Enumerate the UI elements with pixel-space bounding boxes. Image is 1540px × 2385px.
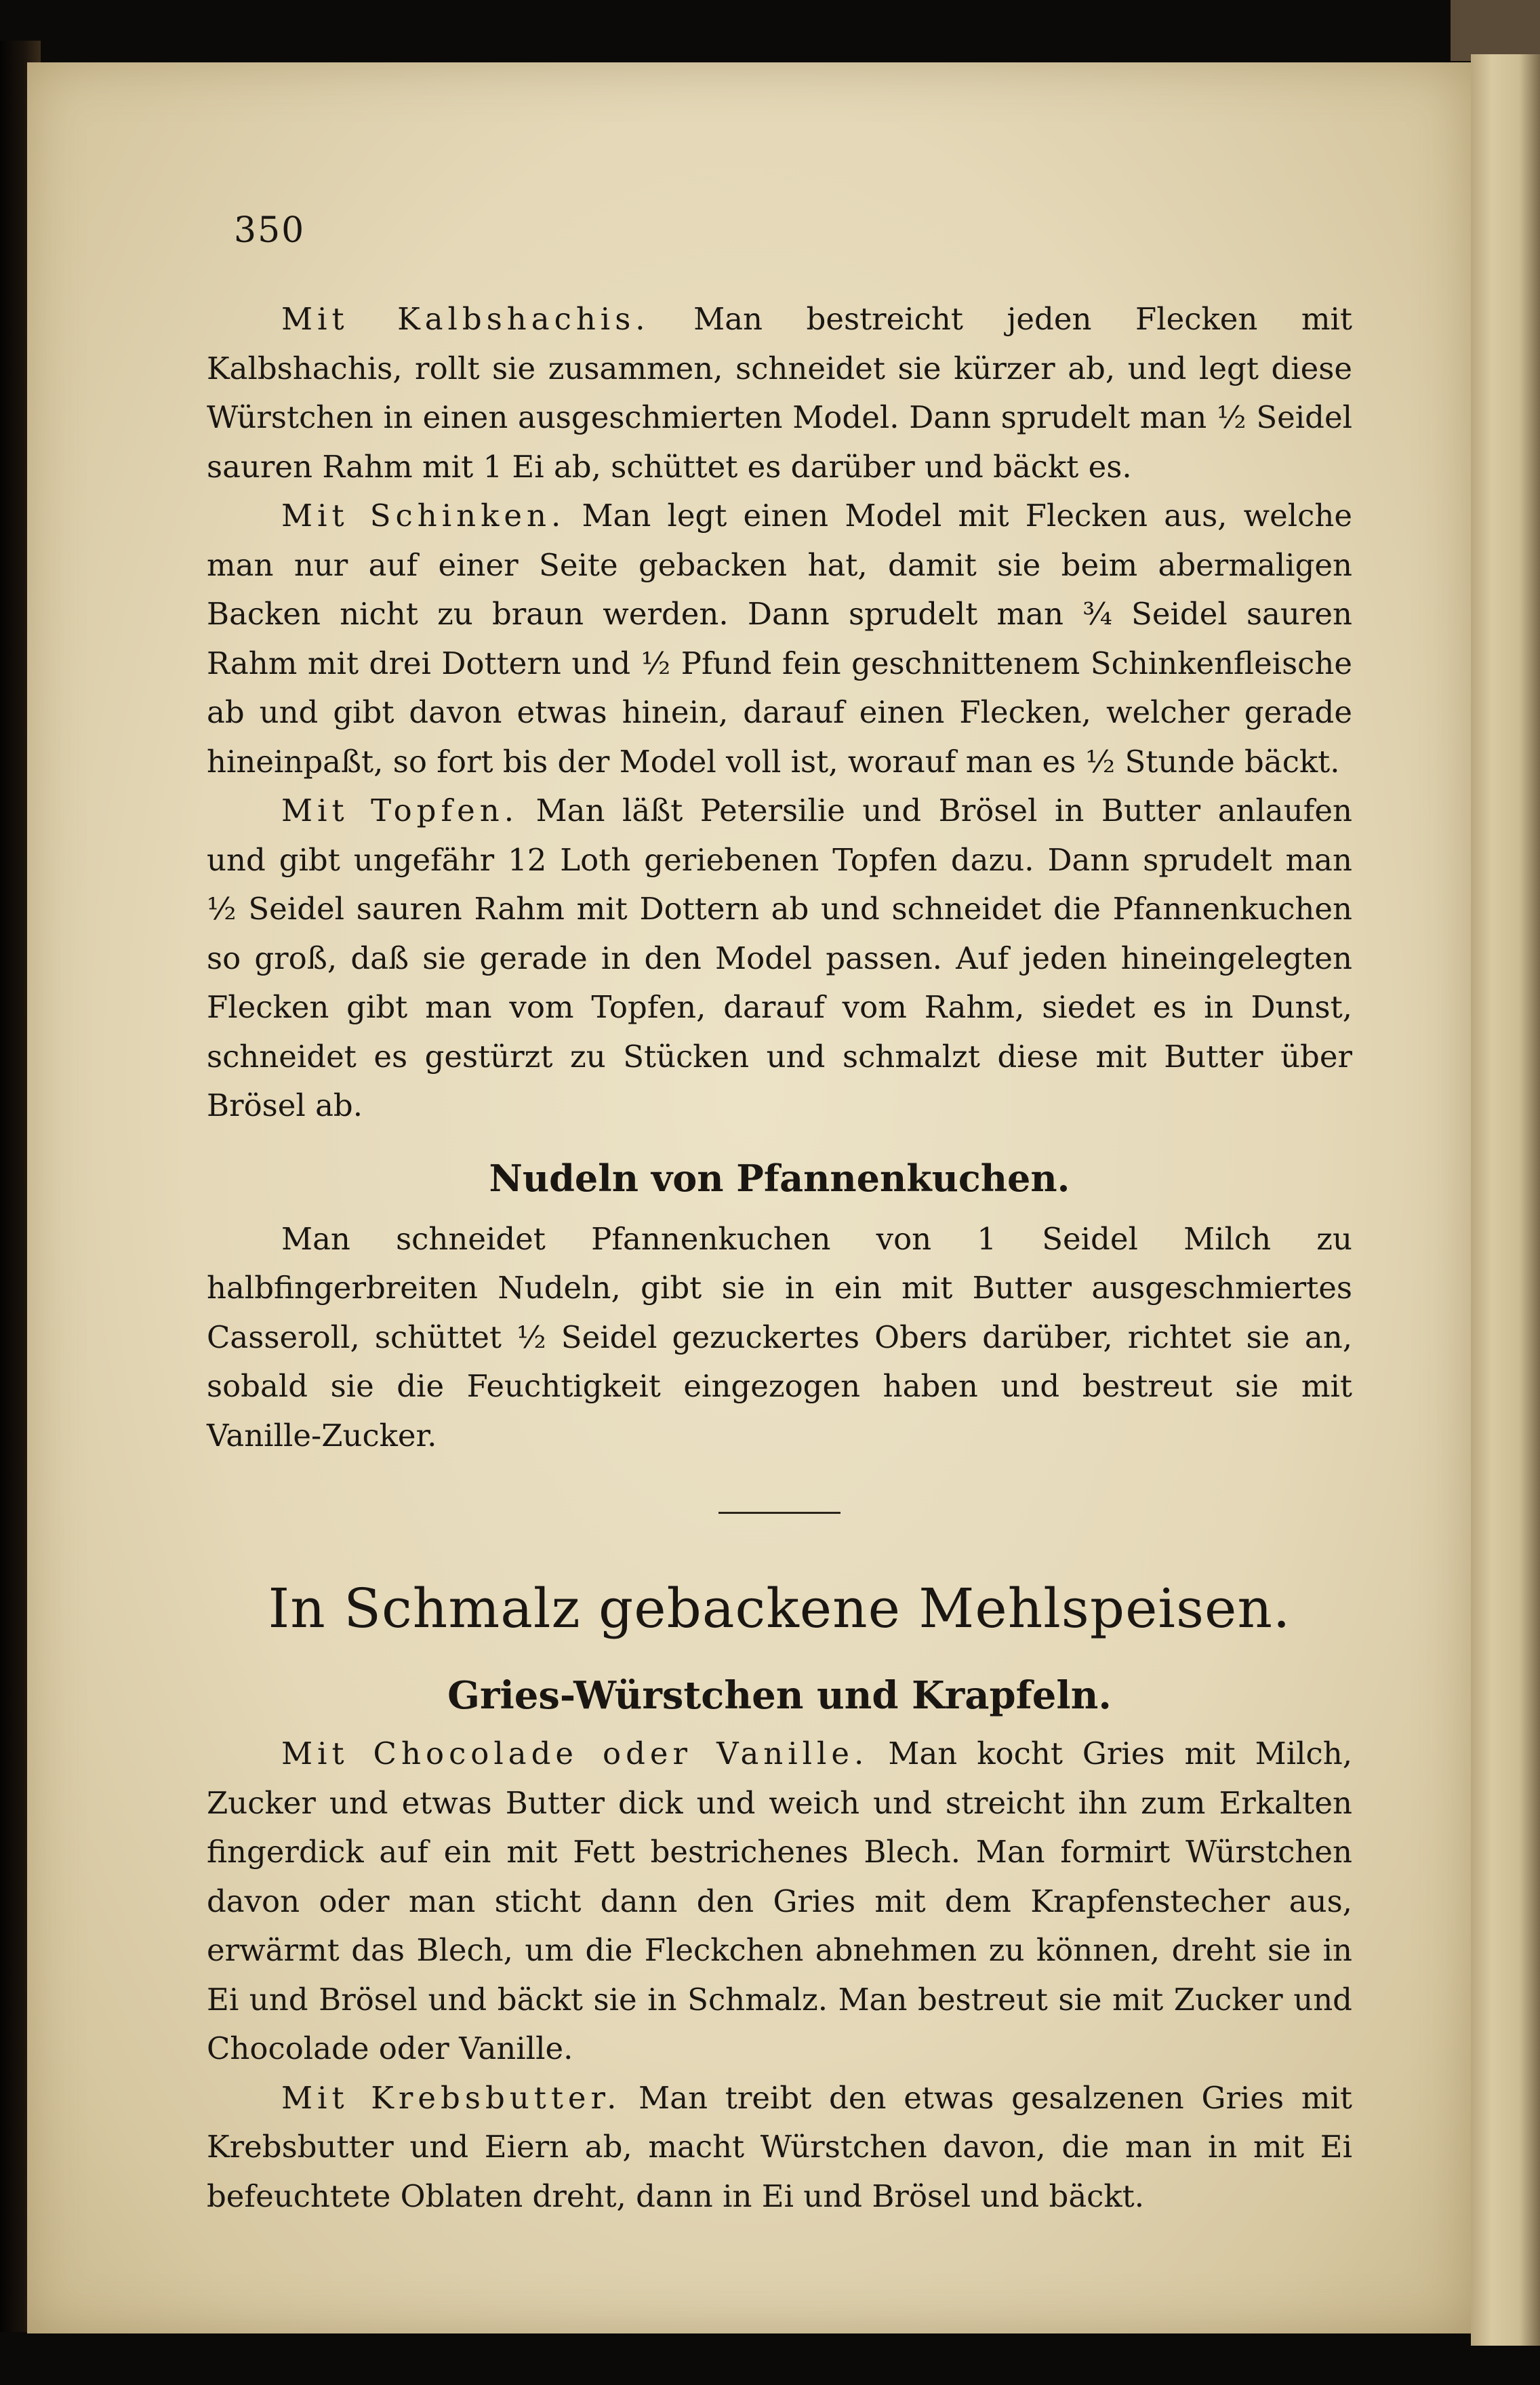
paragraph-kalbshachis: [207, 295, 1352, 492]
paragraph-lead: Mit Chocolade oder Vanille.: [281, 1736, 869, 1771]
page-number: 350: [234, 210, 306, 251]
paragraph-text: Man läßt Petersilie und Brösel in Butter anlaufen und gibt ungefähr 12 Loth geriebenen Topfen dazu. Dann sprudelt man ½ Seidel sauren Rahm mit Dottern ab und schneidet die Pfannenkuchen so groß, daß sie gerade in den Model passen. Auf jeden hineingelegten Flecken gibt man vom Topfen, darauf vom Rahm, siedet es in Dunst, schneidet es gestürzt zu Stücken und schmalzt diese mit Butter über Brösel ab.: [207, 793, 1352, 1123]
paragraph-text: Man treibt den etwas gesalzenen Gries mit Krebsbutter und Eiern ab, macht Würstchen davon, die man in mit Ei befeuchtete Oblaten dreht, dann in Ei und Brösel und bäckt.: [207, 2079, 1352, 2214]
paragraph-lead: Mit Topfen.: [281, 793, 519, 828]
nudeln-heading: Nudeln von Pfannenkuchen.: [489, 1156, 1070, 1200]
paragraph-lead: Mit Schinken.: [281, 498, 566, 534]
paragraph-lead: Mit Krebsbutter.: [281, 2079, 622, 2116]
section-divider: [718, 1512, 840, 1514]
paragraph-text: Man bestreicht jeden Flecken mit Kalbshachis, rollt sie zusammen, schneidet sie kürzer ab, und legt diese Würstchen in einen ausgeschmierten Model. Dann sprudelt man ½ Seidel sauren Rahm mit 1 Ei ab, schüttet es darüber und bäckt es.: [207, 301, 1352, 485]
section-title: In Schmalz gebackene Mehlspeisen.: [268, 1577, 1291, 1640]
paragraph-text: Man kocht Gries mit Milch, Zucker und etwas Butter dick und weich und streicht ihn zum Erkalten fingerdick auf ein mit Fett bestrichenes Blech. Man formirt Würstchen davon oder man sticht dann den Gries mit dem Krapfenstecher aus, erwärmt das Blech, um die Fleckchen abnehmen zu können, dreht sie in Ei und Brösel und bäckt sie in Schmalz. Man bestreut sie mit Zucker und Chocolade oder Vanille.: [207, 1736, 1352, 2066]
next-page-edge: [1471, 54, 1540, 2346]
book-cover-edge: [1451, 0, 1540, 61]
paragraph-text: Man legt einen Model mit Flecken aus, welche man nur auf einer Seite gebacken hat, damit sie beim abermaligen Backen nicht zu braun werden. Dann sprudelt man ¾ Seidel sauren Rahm mit drei Dottern und ½ Pfund fein geschnittenem Schinkenfleische ab und gibt davon etwas hinein, darauf einen Flecken, welcher gerade hineinpaßt, so fort bis der Model voll ist, worauf man es ½ Stunde bäckt.: [207, 498, 1352, 780]
paragraph-chocolade: [207, 1729, 1352, 2074]
section-subtitle: Gries-Würstchen und Krapfeln.: [447, 1673, 1112, 1718]
paragraph-nudeln: Man schneidet Pfannenkuchen von 1 Seidel Milch zu halbfingerbreiten Nudeln, gibt sie in ein mit Butter ausgeschmiertes Casseroll, schüttet ½ Seidel gezuckertes Obers darüber, richtet sie an, sobald sie die Feuchtigkeit eingezogen haben und bestreut sie mit Vanille-Zucker.: [207, 1220, 1352, 1454]
paragraph-krebsbutter: [207, 2074, 1352, 2222]
paragraph-schinken: [207, 492, 1352, 786]
paragraph-topfen: [207, 786, 1352, 1131]
page-body: [207, 295, 1352, 2221]
paragraph-lead: Mit Kalbshachis.: [281, 301, 650, 337]
